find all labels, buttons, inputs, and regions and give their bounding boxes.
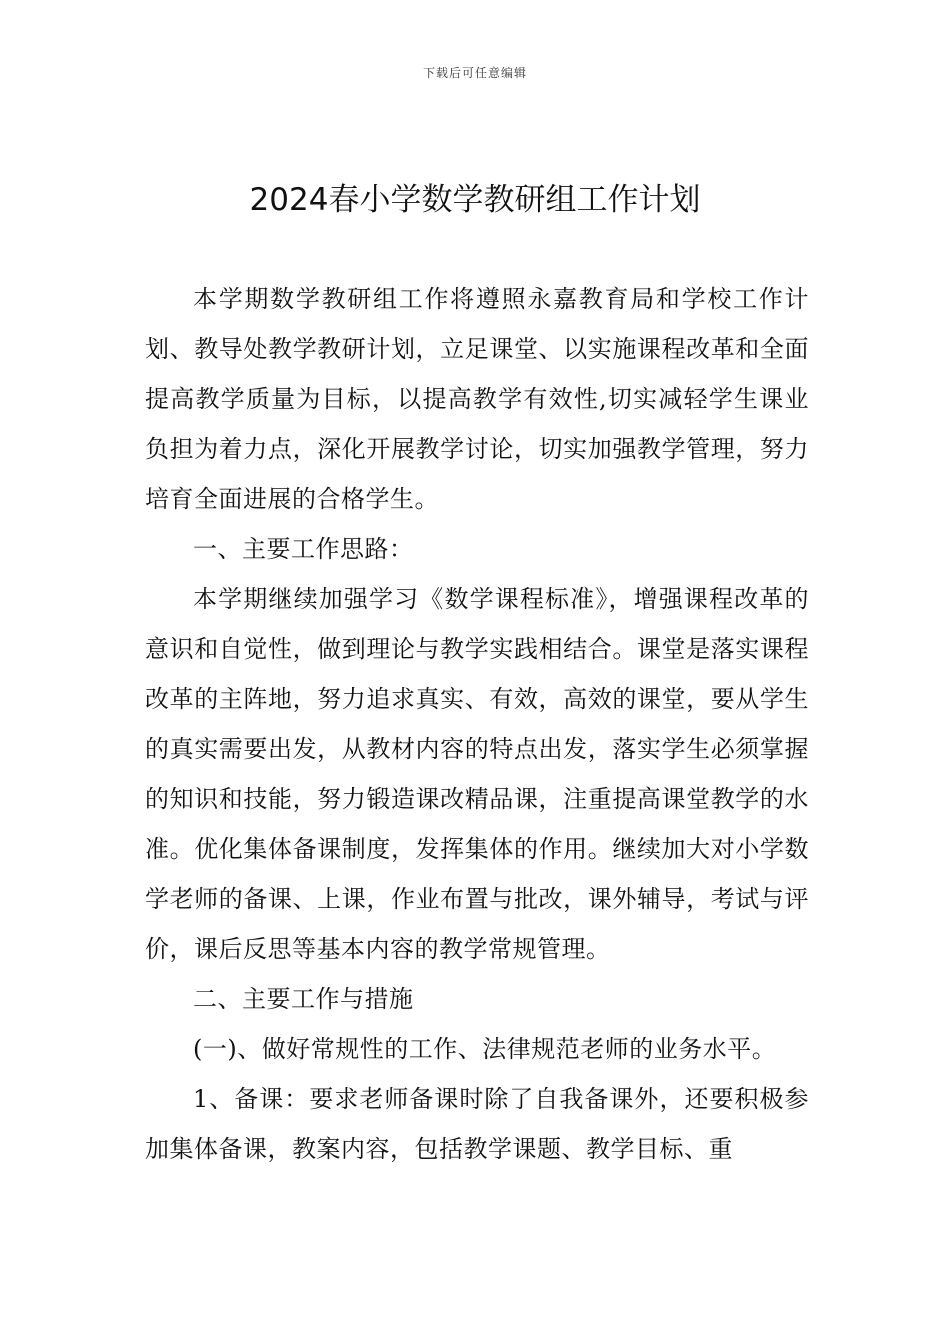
work-ideas-paragraph: 本学期继续加强学习《数学课程标准》，增强课程改革的意识和自觉性，做到理论与教学实践相结合。课堂是落实课程改革的主阵地，努力追求真实、有效，高效的课堂，要从学生的真实需要出发，从教材内容的特点出发，落实学生必须掌握的知识和技能，努力锻造课改精品课，注重提高课堂教学的水准。优化集体备课制度，发挥集体的作用。继续加大对小学数学老师的备课、上课，作业布置与批改，课外辅导，考试与评价，课后反思等基本内容的教学常规管理。 [145,585,809,963]
document-body [145,274,809,1174]
lesson-prep-paragraph: 1、备课：要求老师备课时除了自我备课外，还要积极参加集体备课，教案内容，包括教学课题、教学目标、重 [145,1085,809,1163]
intro-paragraph: 本学期数学教研组工作将遵照永嘉教育局和学校工作计划、教导处教学教研计划，立足课堂、以实施课程改革和全面提高教学质量为目标，以提高教学有效性,切实减轻学生课业负担为着力点，深化开展教学讨论，切实加强教学管理，努力培育全面进展的合格学生。 [145,285,809,513]
section-heading-1: 一、主要工作思路： [193,535,414,563]
document-title: 2024春小学数学教研组工作计划 [249,182,701,218]
section-heading-2: 二、主要工作与措施 [193,985,414,1013]
header-note: 下载后可任意编辑 [422,66,527,80]
subsection-heading-1: (一)、做好常规性的工作、法律规范老师的业务水平。 [193,1035,777,1063]
